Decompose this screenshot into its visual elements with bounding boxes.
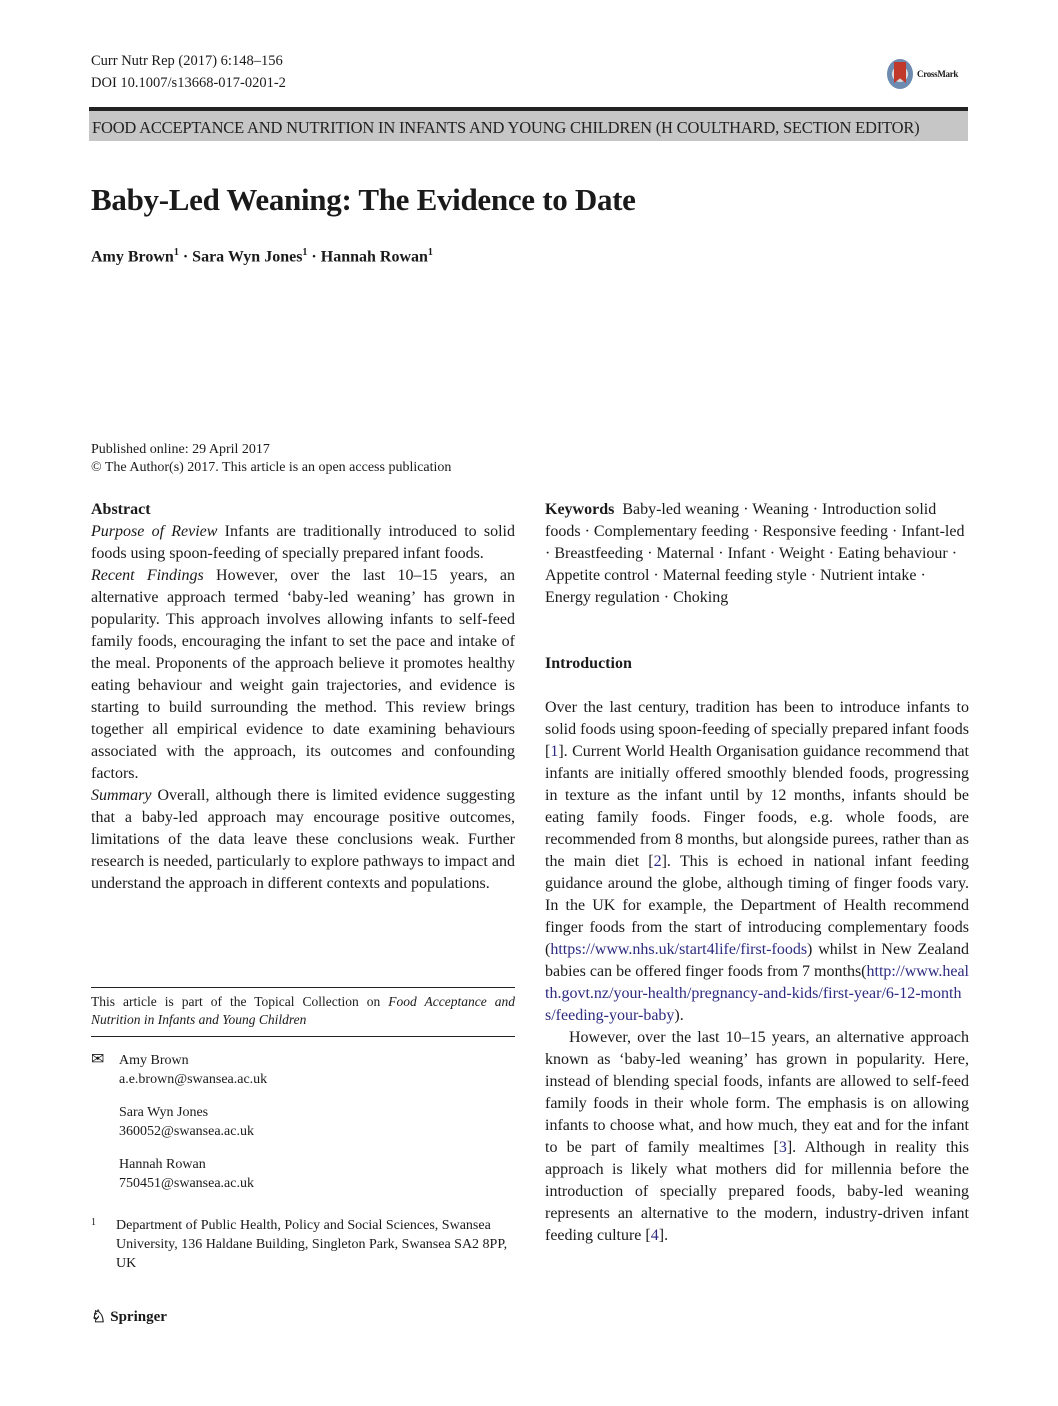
keyword: Maternal feeding style	[662, 567, 807, 584]
crossmark-icon	[887, 59, 913, 89]
right-column	[545, 499, 969, 1247]
doi[interactable]: DOI 10.1007/s13668-017-0201-2	[91, 75, 286, 91]
citation-link[interactable]: 1	[550, 743, 559, 760]
keyword: Baby-led weaning	[622, 501, 740, 518]
abstract-findings	[91, 565, 515, 785]
author-affiliation-mark[interactable]: 1	[173, 247, 179, 258]
keyword-separator: ·	[808, 501, 823, 518]
author-list	[91, 247, 433, 266]
text-run: Over the last century, tradition has been to introduce infants to solid foods using spoon-feeding of specially prepared infant foods [	[545, 699, 969, 760]
affiliation-text: Department of Public Health, Policy and Social Sciences, Swansea University, 136 Haldane Building, Singleton Park, Swansea SA2 8PP, UK	[116, 1218, 508, 1271]
citation-link[interactable]: 4	[650, 1227, 659, 1244]
keyword: Breastfeeding	[554, 545, 644, 562]
journal-meta	[91, 50, 286, 94]
section-bar: FOOD ACCEPTANCE AND NUTRITION IN INFANTS AND YOUNG CHILDREN (H COULTHARD, SECTION EDITOR)	[89, 107, 968, 141]
text-run: ).	[674, 1007, 684, 1024]
nz-health-link[interactable]: http://www.health.govt.nz/your-health/pregnancy-and-kids/first-year/6-12-months/feeding-your-baby	[545, 963, 969, 1024]
keyword-separator: ·	[545, 545, 555, 562]
keyword: Infant-led	[901, 523, 965, 540]
keyword-separator: ·	[714, 545, 728, 562]
keyword-separator: ·	[888, 523, 902, 540]
contact-email[interactable]: 360052@swansea.ac.uk	[119, 1124, 254, 1139]
text-run: ].	[658, 1227, 669, 1244]
contact-item	[91, 1155, 515, 1193]
contact-name: Hannah Rowan	[119, 1157, 206, 1172]
collection-name: Food Acceptance and Nutrition in Infants and Young Children	[91, 994, 515, 1027]
summary-text: Overall, although there is limited evidence suggesting that a baby-led approach may encourage positive outcomes, limitations of the data leave these conclusions weak. Further research is needed, particularly to explore pathways to impact and understand the approach in different contexts and populations.	[91, 787, 515, 892]
keyword: Eating behaviour	[837, 545, 948, 562]
springer-horse-icon: ♘	[91, 1307, 107, 1326]
author-name: Hannah Rowan	[320, 248, 428, 266]
publisher-logo	[91, 1307, 167, 1327]
keyword-separator: ·	[947, 545, 958, 562]
text-run: ]. This is echoed in national infant feeding guidance around the globe, although timing of finger foods vary. In the UK for example, the Department of Health recommend finger foods from the start of introducing complementary foods (	[545, 853, 969, 958]
abstract-purpose	[91, 521, 515, 565]
contact-item	[91, 1051, 515, 1089]
author-affiliation-mark[interactable]: 1	[427, 247, 433, 258]
abstract-section	[91, 499, 515, 895]
keywords-label: Keywords	[545, 501, 615, 518]
affiliation	[91, 1216, 515, 1273]
keyword: Energy regulation	[545, 589, 660, 606]
text-run: ) whilst in New Zealand babies can be offered finger foods from 7 months(	[545, 941, 969, 980]
keyword-separator: ·	[748, 523, 763, 540]
keyword-separator: ·	[739, 501, 753, 518]
contact-email[interactable]: a.e.brown@swansea.ac.uk	[119, 1072, 268, 1087]
text-run: ]. Current World Health Organisation guidance recommend that infants are initially offered smoothly blended foods, progressing in texture as the infant until by 12 months, infants should be eating family foods. Finger foods, e.g. whole foods, are recommended from 8 months, but alongside purees, rather than as the main diet [	[545, 743, 969, 870]
published-date: Published online: 29 April 2017	[91, 442, 270, 457]
envelope-icon: ✉	[91, 1051, 105, 1068]
introduction-heading: Introduction	[545, 655, 632, 672]
abstract-summary	[91, 785, 515, 895]
summary-label: Summary	[91, 787, 152, 804]
copyright: © The Author(s) 2017. This article is an open access publication	[91, 460, 452, 475]
author-name: Amy Brown	[91, 248, 174, 266]
article-title: Baby-Led Weaning: The Evidence to Date	[91, 182, 636, 217]
keyword-separator: ·	[580, 523, 594, 540]
citation-link[interactable]: 2	[653, 853, 662, 870]
keyword-separator: ·	[649, 567, 663, 584]
keyword: Infant	[727, 545, 766, 562]
keyword-separator: ·	[806, 567, 821, 584]
affiliation-number: 1	[91, 1217, 96, 1228]
purpose-text: Infants are traditionally introduced to solid foods using spoon-feeding of specially prepared infant foods.	[91, 523, 515, 562]
journal-citation: Curr Nutr Rep (2017) 6:148–156	[91, 53, 283, 69]
keyword: Maternal	[656, 545, 715, 562]
keywords	[545, 499, 969, 609]
author-separator: ·	[178, 248, 193, 266]
keyword: Weight	[778, 545, 825, 562]
text-run: However, over the last 10–15 years, an alternative approach known as ‘baby-led weaning’ has grown in popularity. Here, instead of blending special foods, infants are allowed to self-feed family foods in their whole form. The emphasis is on allowing infants to choose what, and how much, they eat and for the infant to be part of family mealtimes [	[545, 1029, 969, 1156]
topical-collection-note	[91, 987, 515, 1037]
nhs-link[interactable]: https://www.nhs.uk/start4life/first-foods	[550, 941, 808, 958]
purpose-label: Purpose of Review	[91, 523, 218, 540]
crossmark-button[interactable]	[887, 59, 958, 89]
publication-info	[91, 441, 451, 477]
keyword-separator: ·	[916, 567, 926, 584]
contact-email[interactable]: 750451@swansea.ac.uk	[119, 1176, 254, 1191]
keyword-separator: ·	[659, 589, 674, 606]
keyword: Appetite control	[545, 567, 650, 584]
keyword: Introduction solid foods	[545, 501, 937, 540]
abstract-heading: Abstract	[91, 501, 151, 518]
keyword-separator: ·	[765, 545, 779, 562]
intro-paragraph-1	[545, 697, 969, 1027]
contact-list	[91, 1051, 515, 1207]
keyword: Responsive feeding	[762, 523, 889, 540]
keyword: Choking	[673, 589, 729, 606]
keyword-separator: ·	[643, 545, 657, 562]
contact-item	[91, 1103, 515, 1141]
author-name: Sara Wyn Jones	[192, 248, 303, 266]
findings-label: Recent Findings	[91, 567, 204, 584]
author-affiliation-mark[interactable]: 1	[302, 247, 308, 258]
crossmark-label: CrossMark	[917, 69, 959, 79]
keyword: Nutrient intake	[820, 567, 917, 584]
collection-prefix: This article is part of the Topical Collection on	[91, 994, 389, 1009]
contact-name: Sara Wyn Jones	[119, 1105, 209, 1120]
contact-name: Amy Brown	[119, 1053, 189, 1068]
citation-link[interactable]: 3	[778, 1139, 787, 1156]
keyword-separator: ·	[824, 545, 838, 562]
keyword: Weaning	[752, 501, 809, 518]
findings-text: However, over the last 10–15 years, an alternative approach termed ‘baby-led weaning’ has grown in popularity. This approach involves allowing infants to self-feed family foods, encouraging the infant to set the pace and intake of the meal. Proponents of the approach believe it promotes healthy eating behaviour and weight gain trajectories, and evidence is starting to build surrounding the method. This review brings together all empirical evidence to date examining behaviours associated with the approach, its outcomes and confounding factors.	[91, 567, 515, 782]
keyword: Complementary feeding	[593, 523, 749, 540]
publisher-name: Springer	[110, 1308, 167, 1325]
text-run: ]. Although in reality this approach is likely what mothers did for millennia before the introduction of specially prepared foods, baby-led weaning represents an alternative to the modern, industry-driven infant feeding culture [	[545, 1139, 969, 1244]
intro-paragraph-2	[545, 1027, 969, 1247]
author-separator: ·	[307, 248, 321, 266]
